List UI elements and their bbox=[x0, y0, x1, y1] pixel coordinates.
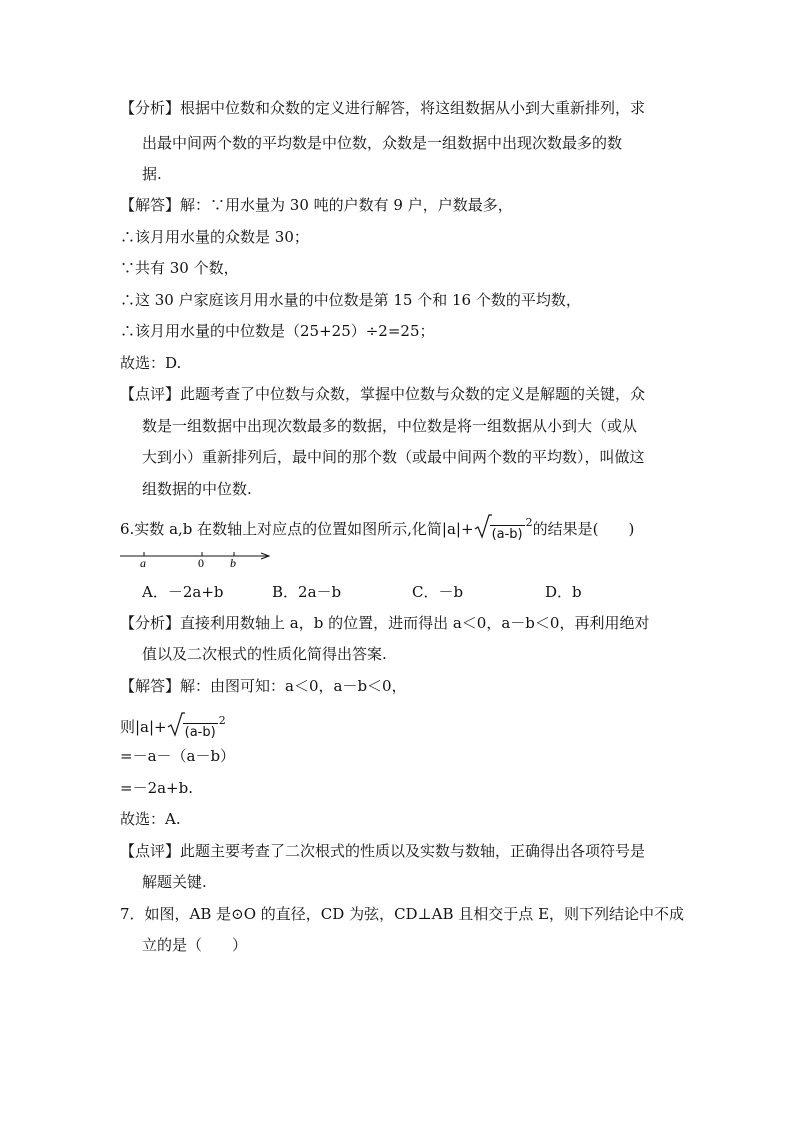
q5-solution-line-3: ∵共有 30 个数， bbox=[120, 259, 239, 277]
solution-line2-prefix: 则|a|+ bbox=[120, 718, 167, 736]
comment-tag: 【点评】 bbox=[120, 842, 181, 860]
q5-solution-line-4: ∴这 30 户家庭该月用水量的中位数是第 15 个和 16 个数的平均数， bbox=[120, 291, 581, 309]
radical-sign-icon bbox=[167, 711, 185, 737]
q6-solution-line-4: =－2a+b. bbox=[120, 779, 193, 797]
q6-solution-line-1 bbox=[120, 676, 407, 696]
q5-solution-line-6: 故选：D. bbox=[120, 354, 182, 372]
radicand: (a-b) bbox=[184, 725, 216, 740]
option-d: D．b bbox=[545, 583, 582, 601]
q6-stem-prefix: 6.实数 a,b 在数轴上对应点的位置如图所示,化简|a|+ bbox=[120, 520, 474, 538]
radical-sign-icon bbox=[474, 513, 492, 539]
label-b: b bbox=[230, 556, 236, 570]
q6-comment-line-1 bbox=[120, 841, 645, 861]
q7-line-2: 立的是（ ） bbox=[142, 936, 248, 954]
q5-analysis-line-1 bbox=[120, 98, 645, 118]
analysis-text: 根据中位数和众数的定义进行解答，将这组数据从小到大重新排列，求 bbox=[180, 99, 646, 117]
comment-text: 此题主要考查了二次根式的性质以及实数与数轴，正确得出各项符号是 bbox=[180, 842, 646, 860]
q5-comment-line-3: 大到小）重新排列后，最中间的那个数（或最中间两个数的平均数），叫做这 bbox=[142, 448, 645, 466]
q6-solution-line-5: 故选：A. bbox=[120, 810, 181, 828]
number-line bbox=[118, 548, 278, 572]
solution-tag: 【解答】 bbox=[120, 196, 181, 214]
q6-comment-line-2: 解题关键. bbox=[142, 873, 207, 891]
sqrt-expression bbox=[474, 513, 533, 542]
q5-solution-line-1 bbox=[120, 195, 513, 215]
label-a: a bbox=[140, 556, 146, 570]
solution-text: 解：由图可知：a＜0，a－b＜0， bbox=[180, 677, 407, 695]
exponent: 2 bbox=[218, 714, 226, 727]
exponent: 2 bbox=[525, 516, 533, 529]
q5-solution-line-5: ∴该月用水量的中位数是（25+25）÷2=25； bbox=[120, 322, 435, 340]
analysis-tag: 【分析】 bbox=[120, 614, 181, 632]
option-a: A．－2a+b bbox=[142, 583, 224, 601]
q6-solution-line-2 bbox=[120, 711, 226, 740]
analysis-text: 直接利用数轴上 a，b 的位置，进而得出 a＜0，a－b＜0，再利用绝对 bbox=[180, 614, 650, 632]
q5-comment-line-1 bbox=[120, 384, 645, 404]
q6-analysis-line-2: 值以及二次根式的性质化简得出答案. bbox=[142, 645, 387, 663]
sqrt-expression bbox=[167, 711, 226, 740]
q6-solution-line-3: =－a－（a－b） bbox=[120, 747, 236, 765]
radicand: (a-b) bbox=[491, 527, 523, 542]
q6-stem-suffix: 的结果是( ) bbox=[532, 520, 635, 538]
comment-text: 此题考查了中位数与众数，掌握中位数与众数的定义是解题的关键，众 bbox=[180, 385, 646, 403]
q5-analysis-line-2: 出最中间两个数的平均数是中位数，众数是一组数据中出现次数最多的数 bbox=[142, 134, 623, 152]
q5-comment-line-4: 组数据的中位数. bbox=[142, 480, 252, 498]
q5-analysis-line-3: 据. bbox=[142, 165, 162, 183]
option-c: C．－b bbox=[412, 583, 464, 601]
q7-line-1: 7．如图，AB 是⊙O 的直径，CD 为弦，CD⊥AB 且相交于点 E，则下列结论中不成 bbox=[120, 905, 685, 923]
option-b: B．2a－b bbox=[272, 583, 342, 601]
q5-solution-line-2: ∴该月用水量的众数是 30； bbox=[120, 228, 309, 246]
q6-analysis-line-1 bbox=[120, 613, 649, 633]
analysis-tag: 【分析】 bbox=[120, 99, 181, 117]
solution-tag: 【解答】 bbox=[120, 677, 181, 695]
q6-stem bbox=[120, 513, 635, 542]
label-0: 0 bbox=[198, 556, 204, 570]
q5-comment-line-2: 数是一组数据中出现次数最多的数据，中位数是将一组数据从小到大（或从 bbox=[142, 417, 638, 435]
comment-tag: 【点评】 bbox=[120, 385, 181, 403]
solution-text: 解：∵用水量为 30 吨的户数有 9 户，户数最多， bbox=[180, 196, 513, 214]
